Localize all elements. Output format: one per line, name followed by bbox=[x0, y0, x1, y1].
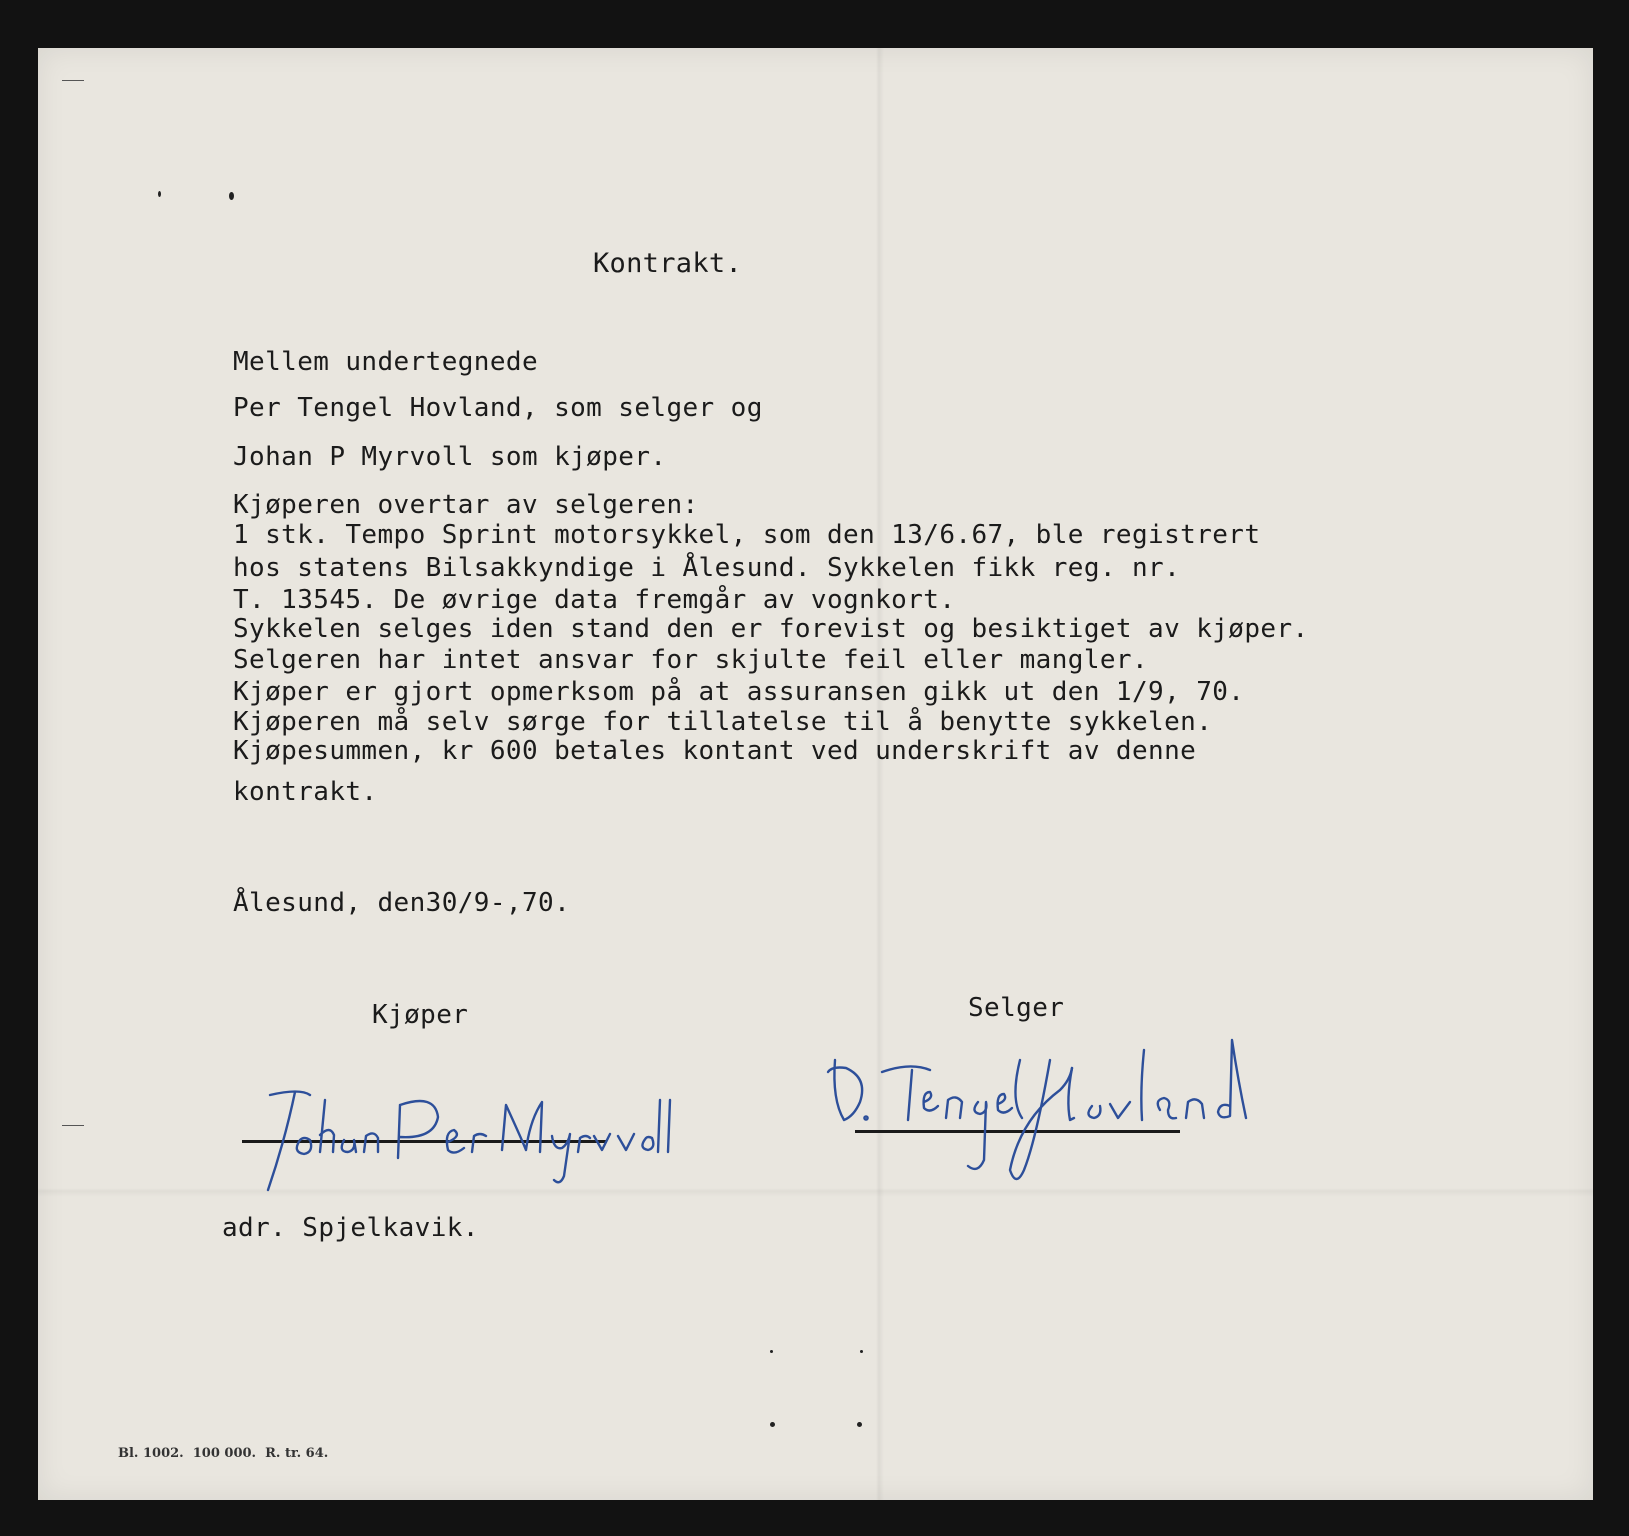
seller-signature bbox=[820, 1020, 1300, 1200]
margin-tick-top bbox=[62, 80, 84, 81]
ink-speck bbox=[770, 1350, 773, 1353]
body-line-7: T. 13545. De øvrige data fremgår av vognkort. bbox=[233, 585, 956, 615]
body-line-8: Sykkelen selges iden stand den er forevist og besiktiget av kjøper. bbox=[233, 614, 1309, 644]
body-line-9: Selgeren har intet ansvar for skjulte feil eller mangler. bbox=[233, 645, 1149, 675]
form-footer: Bl. 1002. 100 000. R. tr. 64. bbox=[118, 1446, 329, 1461]
ink-speck bbox=[860, 1350, 863, 1353]
body-line-12: Kjøpesummen, kr 600 betales kontant ved underskrift av denne bbox=[233, 736, 1197, 766]
buyer-label: Kjøper bbox=[372, 1000, 469, 1030]
body-line-1: Mellem undertegnede bbox=[233, 347, 539, 377]
buyer-address: adr. Spjelkavik. bbox=[222, 1213, 479, 1243]
margin-tick-bottom bbox=[62, 1125, 84, 1126]
paper-sheet bbox=[38, 48, 1593, 1500]
ink-speck bbox=[229, 192, 234, 200]
seller-label: Selger bbox=[968, 993, 1065, 1023]
body-line-10: Kjøper er gjort opmerksom på at assuransen gikk ut den 1/9, 70. bbox=[233, 677, 1245, 707]
body-line-2: Per Tengel Hovland, som selger og bbox=[233, 393, 763, 423]
place-date: Ålesund, den30/9-,70. bbox=[233, 888, 571, 918]
body-line-5: 1 stk. Tempo Sprint motorsykkel, som den 13/6.67, ble registrert bbox=[233, 520, 1261, 550]
body-line-4: Kjøperen overtar av selgeren: bbox=[233, 490, 699, 520]
body-line-6: hos statens Bilsakkyndige i Ålesund. Sykkelen fikk reg. nr. bbox=[233, 553, 1181, 583]
body-line-13: kontrakt. bbox=[233, 777, 378, 807]
body-line-3: Johan P Myrvoll som kjøper. bbox=[233, 442, 667, 472]
ink-speck bbox=[857, 1422, 862, 1427]
buyer-signature bbox=[240, 1080, 680, 1200]
body-line-11: Kjøperen må selv sørge for tillatelse til å benytte sykkelen. bbox=[233, 707, 1213, 737]
ink-speck bbox=[158, 191, 161, 197]
document-title: Kontrakt. bbox=[593, 248, 742, 279]
ink-speck bbox=[770, 1422, 775, 1427]
